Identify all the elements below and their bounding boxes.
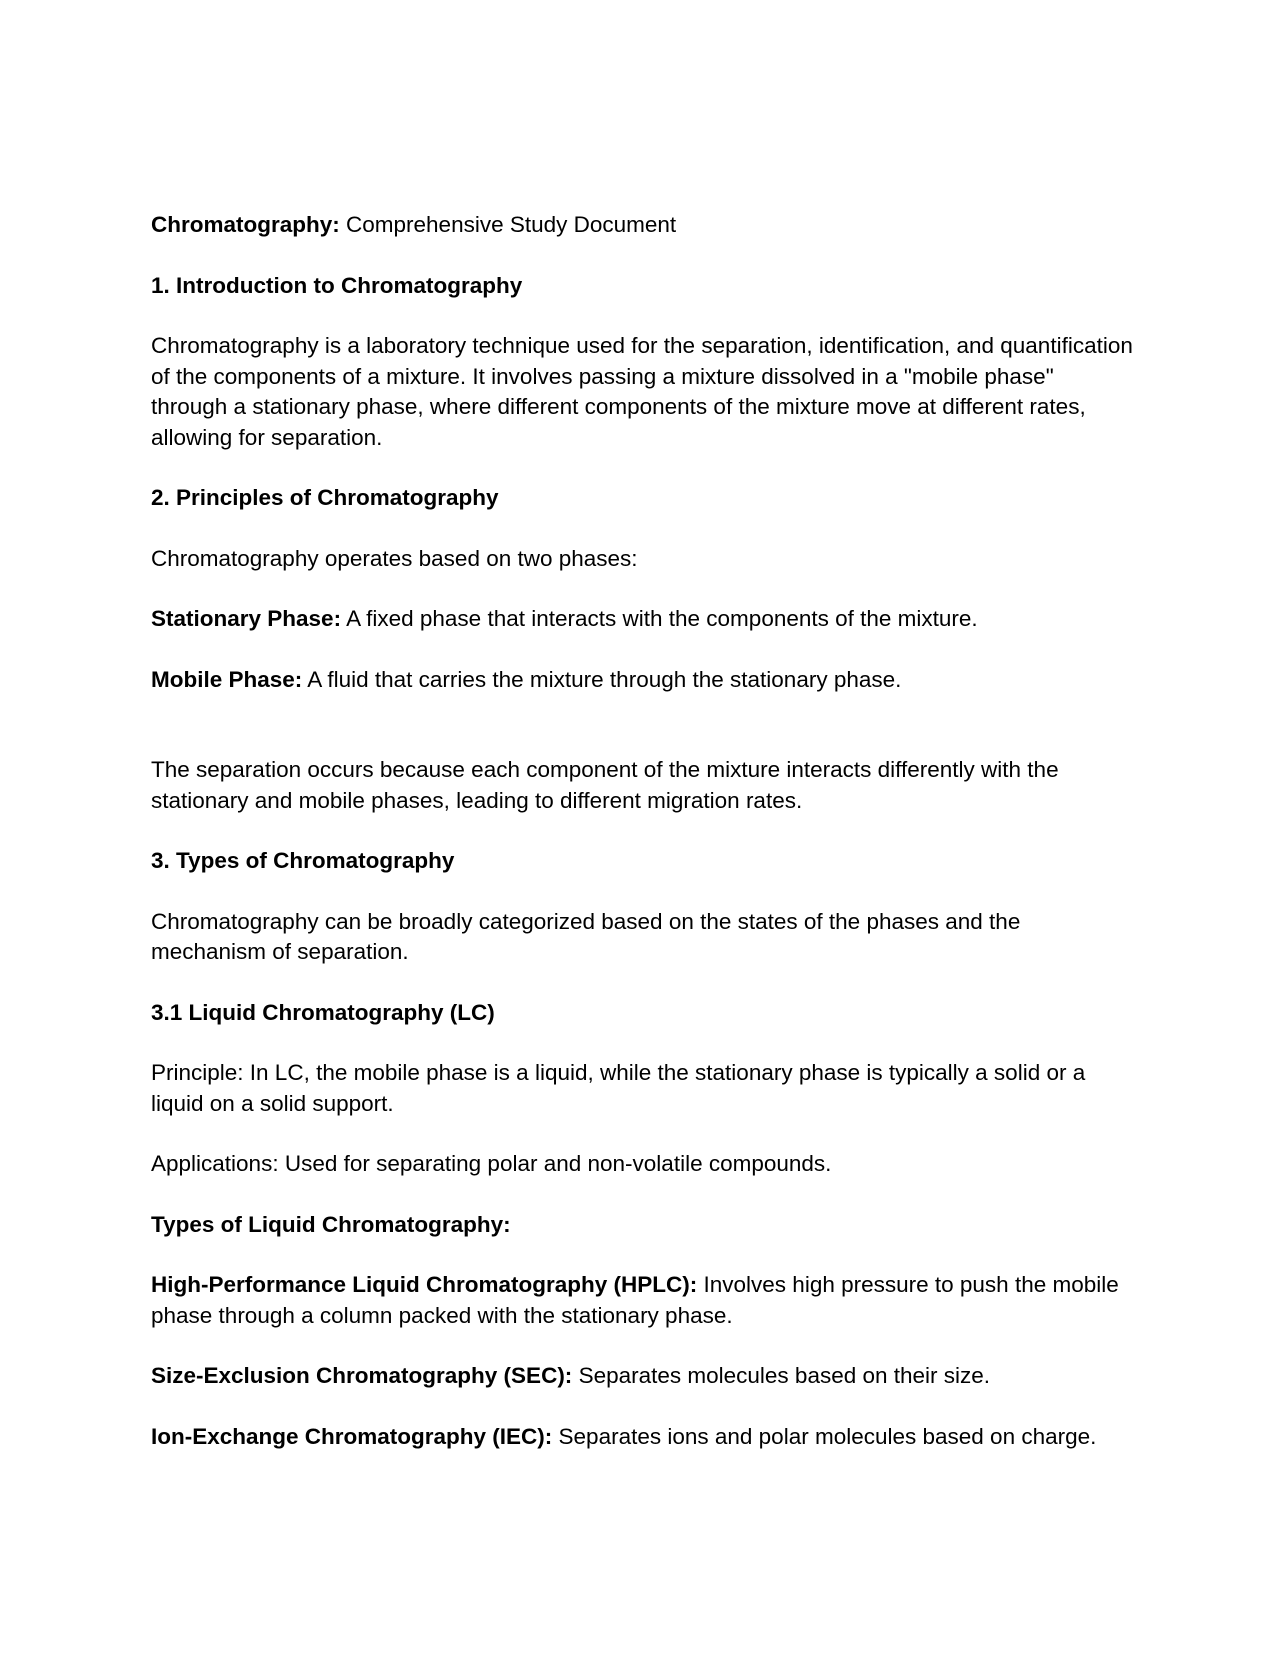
heading-principles: 2. Principles of Chromatography	[151, 485, 499, 510]
heading-introduction: 1. Introduction to Chromatography	[151, 272, 523, 298]
paragraph-introduction: Chromatography is a laboratory technique used for the separation, identification, and quantification of the components of a mixture. It involves passing a mixture dissolved in a "mobile phase" through a stationary phase, where different components of the mixture move at different rates, allowing for separation.	[151, 333, 1133, 450]
sec-label: Size-Exclusion Chromatography (SEC):	[151, 1363, 573, 1388]
heading-lc-types: Types of Liquid Chromatography:	[151, 1211, 511, 1237]
sec-text: Separates molecules based on their size.	[572, 1363, 991, 1388]
item-stationary-phase	[151, 604, 1136, 635]
item-mobile-phase	[151, 665, 1136, 696]
item-sec	[151, 1361, 1136, 1392]
stationary-phase-text: A fixed phase that interacts with the components of the mixture.	[341, 606, 978, 631]
hplc-label: High-Performance Liquid Chromatography (HPLC):	[151, 1272, 698, 1297]
paragraph-types: Chromatography can be broadly categorized based on the states of the phases and the mechanism of separation.	[151, 908, 1021, 964]
heading-types: 3. Types of Chromatography	[151, 848, 455, 873]
item-hplc	[151, 1270, 1136, 1331]
hplc-text: Involves high pressure to push the mobile phase through a column packed with the stationary phase.	[151, 1272, 1119, 1328]
item-iec	[151, 1422, 1136, 1453]
paragraph-principles-lead: Chromatography operates based on two phases:	[151, 545, 638, 571]
paragraph-separation: The separation occurs because each component of the mixture interacts differently with the stationary and mobile phases, leading to different migration rates.	[151, 757, 1059, 813]
mobile-phase-label: Mobile Phase:	[151, 666, 303, 692]
document-title	[151, 210, 1136, 241]
title-rest: Comprehensive Study Document	[339, 212, 677, 237]
title-bold: Chromatography:	[151, 212, 340, 237]
paragraph-lc-principle: Principle: In LC, the mobile phase is a liquid, while the stationary phase is typically a solid or a liquid on a solid support.	[151, 1060, 1086, 1116]
document-body	[151, 210, 1136, 1482]
mobile-phase-text: A fluid that carries the mixture through the stationary phase.	[302, 666, 902, 692]
paragraph-lc-applications: Applications: Used for separating polar and non-volatile compounds.	[151, 1151, 832, 1176]
heading-liquid-chromatography: 3.1 Liquid Chromatography (LC)	[151, 999, 495, 1025]
stationary-phase-label: Stationary Phase:	[151, 606, 342, 631]
iec-text: Separates ions and polar molecules based on charge.	[552, 1423, 1097, 1449]
iec-label: Ion-Exchange Chromatography (IEC):	[151, 1423, 553, 1449]
